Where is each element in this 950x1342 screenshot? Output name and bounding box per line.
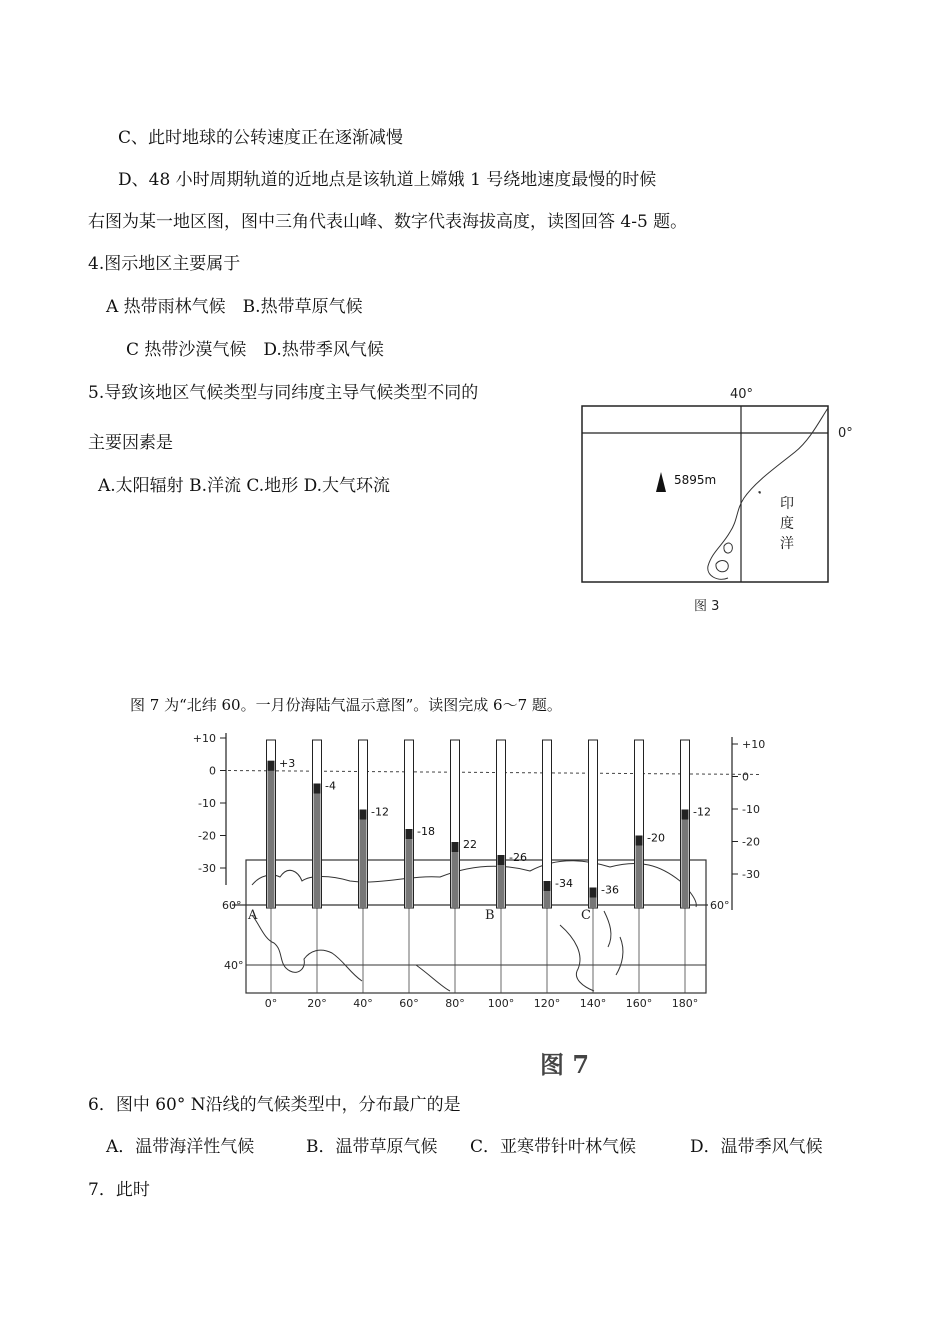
fig7-lon-label: 0° xyxy=(264,997,278,1010)
fig7-left-tick-label: 0 xyxy=(209,764,216,778)
fig7-value-label: 22 xyxy=(463,838,477,851)
q6-option-d: D．温带季风气候 xyxy=(690,1137,823,1157)
fig7-lon-label: 80° xyxy=(445,997,465,1010)
fig7-thermometer-fill xyxy=(406,829,413,908)
fig7-map-letter: B xyxy=(485,908,495,923)
fig7-right-tick-label: -10 xyxy=(742,803,760,816)
fig7-lat-label: 60° xyxy=(222,899,242,912)
q5-stem-line1: 5.导致该地区气候类型与同纬度主导气候类型不同的 xyxy=(88,383,479,403)
fig7-value-label: +3 xyxy=(279,756,296,770)
fig7-value-label: -18 xyxy=(417,825,435,838)
fig7-right-tick-label: 0 xyxy=(742,770,749,784)
fig7-thermometer-tube xyxy=(589,740,598,908)
fig7-lon-label: 60° xyxy=(399,997,419,1010)
fig7-lon-label: 140° xyxy=(579,997,607,1010)
fig7-map xyxy=(222,860,730,1010)
fig7-coastline xyxy=(252,915,362,981)
q6-option-b: B．温带草原气候 xyxy=(306,1137,438,1157)
fig7-map-letter: A xyxy=(248,908,258,923)
fig3-peak-label: 5895m xyxy=(674,473,717,487)
q6-option-a: A．温带海洋性气候 xyxy=(106,1137,255,1157)
figure-7-chart xyxy=(180,725,780,1085)
fig7-value-label: -26 xyxy=(509,851,527,864)
fig7-thermometer-fill xyxy=(636,836,643,909)
fig7-lat-label: 60° xyxy=(710,899,730,912)
fig7-value-label: -12 xyxy=(693,805,711,819)
q7-stem: 7．此时 xyxy=(88,1180,150,1200)
fig7-value-label: -12 xyxy=(371,805,389,819)
fig7-lon-label: 120° xyxy=(533,997,561,1010)
q5-stem-line2: 主要因素是 xyxy=(88,433,173,453)
q3-option-d: D、48 小时周期轨道的近地点是该轨道上嫦娥 1 号绕地速度最慢的时候 xyxy=(118,170,657,190)
fig7-left-tick-label: -10 xyxy=(198,797,216,810)
fig7-thermometer-fill xyxy=(268,761,275,908)
intro-4-5: 右图为某一地区图，图中三角代表山峰、数字代表海拔高度，读图回答 4-5 题。 xyxy=(88,212,688,232)
q6-option-c: C．亚寒带针叶林气候 xyxy=(470,1137,637,1157)
fig7-lon-label: 20° xyxy=(307,997,327,1010)
fig7-thermometer-top xyxy=(590,888,597,898)
fig7-caption: 图 7 xyxy=(540,1050,590,1079)
figure-3-map xyxy=(570,380,870,620)
fig7-coastline xyxy=(416,965,450,991)
fig7-thermometer-top xyxy=(268,761,275,771)
fig7-left-tick-label: +10 xyxy=(192,732,216,745)
fig7-thermometer-top xyxy=(498,855,505,865)
q4-stem: 4.图示地区主要属于 xyxy=(88,254,241,274)
fig7-lon-label: 40° xyxy=(353,997,373,1010)
fig3-frame xyxy=(582,406,828,582)
fig3-caption: 图 3 xyxy=(694,599,720,614)
fig3-island-2 xyxy=(716,561,728,572)
fig7-map-letter: C xyxy=(581,908,591,923)
fig7-value-label: -36 xyxy=(601,883,619,897)
fig3-lon-label: 40° xyxy=(730,387,754,402)
q4-options-ab: A 热带雨林气候 B.热带草原气候 xyxy=(106,297,363,317)
fig7-thermometer-top xyxy=(314,784,321,794)
fig7-thermometer-fill xyxy=(360,810,367,909)
q6-stem: 6．图中 60° N沿线的气候类型中，分布最广的是 xyxy=(88,1095,461,1115)
fig7-right-tick-label: -30 xyxy=(742,868,760,881)
fig7-right-tick-label: -20 xyxy=(742,835,760,849)
intro-6-7: 图 7 为“北纬 60。一月份海陆气温示意图”。读图完成 6～7 题。 xyxy=(130,696,562,714)
fig7-thermometer-fill xyxy=(314,784,321,909)
fig7-left-tick-label: -30 xyxy=(198,862,216,875)
fig7-thermometer-top xyxy=(636,836,643,846)
fig3-islet xyxy=(758,491,761,494)
fig3-ocean-label-2: 度 xyxy=(780,516,794,532)
fig7-left-tick-label: -20 xyxy=(198,829,216,843)
fig7-lat-label: 40° xyxy=(224,959,244,972)
fig7-thermometer-top xyxy=(360,810,367,820)
fig7-thermometer-top xyxy=(452,842,459,852)
q4-options-cd: C 热带沙漠气候 D.热带季风气候 xyxy=(126,340,384,360)
q3-option-c: C、此时地球的公转速度正在逐渐减慢 xyxy=(118,128,404,148)
fig7-value-label: -20 xyxy=(647,831,665,845)
fig3-island-1 xyxy=(724,543,732,553)
fig7-bars xyxy=(267,740,711,908)
fig7-thermometer-fill xyxy=(682,810,689,909)
fig3-lat-label: 0° xyxy=(838,426,853,441)
fig7-thermometer-top xyxy=(406,829,413,839)
fig3-ocean-label-3: 洋 xyxy=(780,536,794,552)
fig3-coastline xyxy=(708,408,828,579)
fig7-lon-label: 160° xyxy=(625,997,653,1010)
q5-options: A.太阳辐射 B.洋流 C.地形 D.大气环流 xyxy=(98,476,391,496)
fig7-coastline xyxy=(560,925,594,991)
fig7-value-label: -34 xyxy=(555,877,573,890)
mountain-peak-icon xyxy=(656,472,666,492)
fig7-lon-label: 100° xyxy=(487,997,515,1010)
fig7-thermometer-top xyxy=(682,810,689,820)
fig3-ocean-label-1: 印 xyxy=(780,496,794,512)
fig7-right-tick-label: +10 xyxy=(742,738,766,751)
fig7-thermometer-top xyxy=(544,881,551,891)
fig7-lon-label: 180° xyxy=(671,997,699,1010)
fig7-value-label: -4 xyxy=(325,779,336,793)
